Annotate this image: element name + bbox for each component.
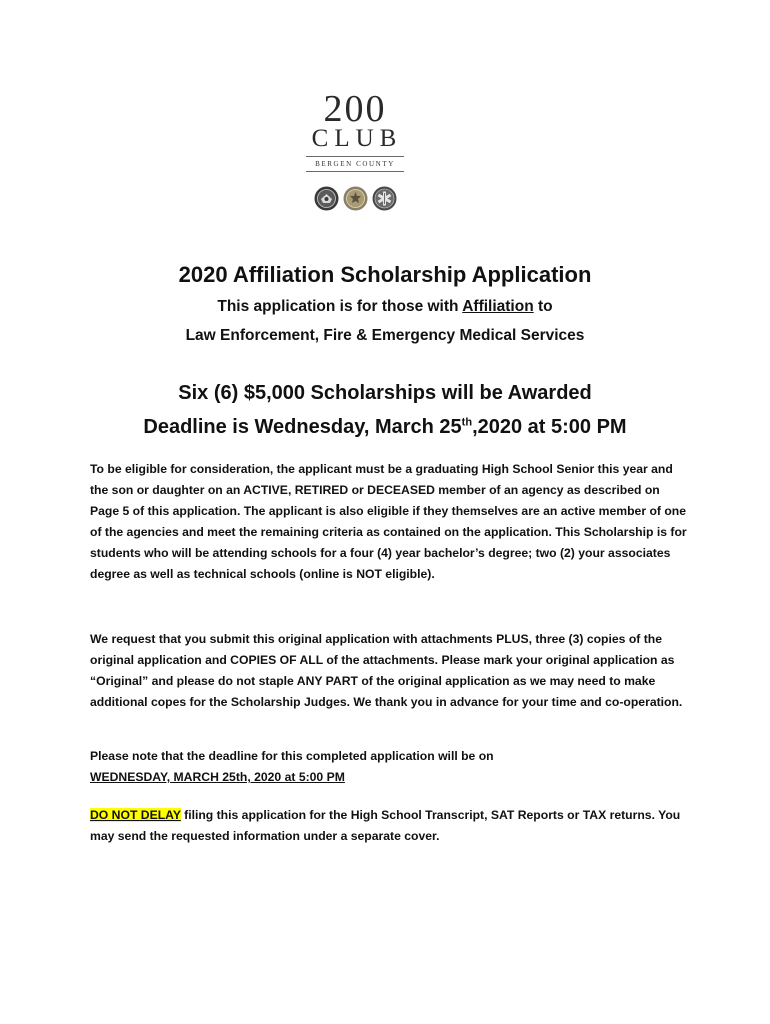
subtitle-line-1 — [0, 298, 770, 316]
logo-badges — [300, 186, 410, 211]
logo-number: 200 — [323, 88, 387, 130]
submission-paragraph: We request that you submit this original application with attachments PLUS, three (3) copies of the original application and COPIES OF ALL of the attachments. Please mark your original application as “Original” and please do not staple ANY PART of the original application as we may need to make additional copes for the Scholarship Judges. We thank you in advance for your time and co-operation. — [90, 632, 683, 709]
deadline-heading-suffix: ,2020 at 5:00 PM — [472, 416, 627, 438]
police-badge-icon — [314, 186, 339, 211]
do-not-delay-paragraph — [90, 805, 690, 847]
subtitle-line-2: Law Enforcement, Fire & Emergency Medical Services — [185, 327, 585, 344]
deadline-date: WEDNESDAY, MARCH 25th, 2020 at 5:00 PM — [90, 770, 345, 784]
award-heading: Six (6) $5,000 Scholarships will be Awarded — [178, 382, 592, 404]
subtitle-line-1-prefix: This application is for those with — [217, 298, 463, 315]
document-title: 2020 Affiliation Scholarship Application — [178, 262, 592, 287]
do-not-delay-text: filing this application for the High School Transcript, SAT Reports or TAX returns. You may send the requested information under a separate cover. — [90, 808, 681, 843]
logo-rule-bottom — [306, 171, 404, 172]
ems-star-of-life-icon — [372, 186, 397, 211]
deadline-heading — [0, 416, 770, 439]
subtitle-line-1-suffix: to — [533, 298, 553, 315]
deadline-heading-sup: th — [461, 416, 473, 429]
logo-county: BERGEN COUNTY — [315, 160, 395, 168]
deadline-heading-prefix: Deadline is Wednesday, March 25 — [143, 416, 462, 438]
deadline-paragraph — [90, 746, 690, 788]
eligibility-paragraph: To be eligible for consideration, the applicant must be a graduating High School Senior this year and the son or daughter on an ACTIVE, RETIRED or DECEASED member of an agency as described on Page 5 of this application. The applicant is also eligible if they themselves are an active member of one of the agencies and meet the remaining criteria as contained on the application. This Scholarship is for students who will be attending schools for a four (4) year bachelor’s degree; two (2) your associates degree as well as technical schools (online is NOT eligible). — [90, 462, 687, 581]
logo-word: CLUB — [311, 125, 403, 152]
fire-badge-icon — [343, 186, 368, 211]
deadline-note: Please note that the deadline for this completed application will be on — [90, 749, 494, 763]
do-not-delay-highlight: DO NOT DELAY — [90, 808, 181, 822]
200-club-logo — [300, 88, 410, 211]
affiliation-underlined: Affiliation — [462, 298, 534, 315]
